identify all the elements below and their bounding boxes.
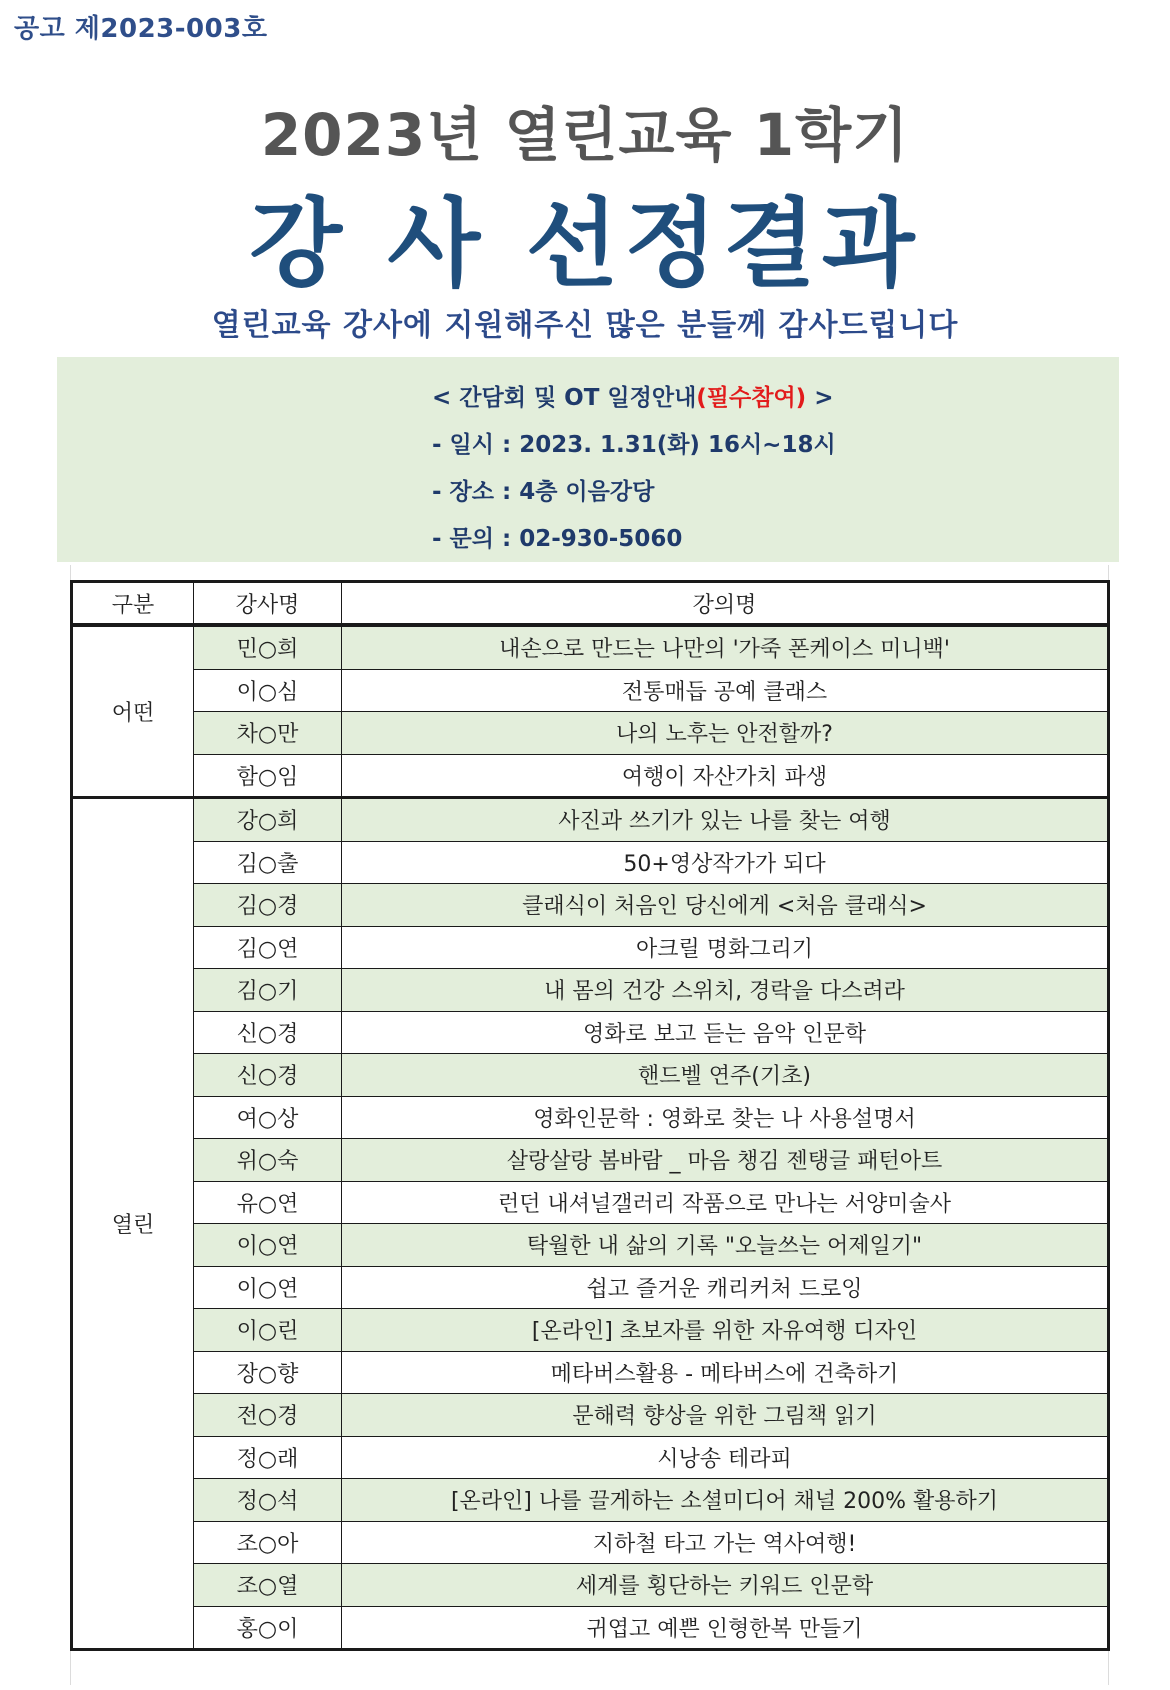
lecture-title: 전통매듭 공예 클래스 [342, 669, 1109, 712]
instructor-name: 정○래 [194, 1436, 342, 1479]
page-title-year-semester: 2023년 열린교육 1학기 [260, 101, 910, 169]
table-row [72, 1266, 1109, 1309]
table-row [72, 1564, 1109, 1607]
category-cell: 열린 [72, 798, 194, 1650]
instructor-name: 김○출 [194, 841, 342, 884]
header-category: 구분 [72, 582, 194, 626]
page-title-main: 강 사 선정결과 [249, 188, 921, 300]
lecture-title: 영화로 보고 듣는 음악 인문학 [342, 1011, 1109, 1054]
schedule-info-box [57, 357, 1119, 562]
instructor-name: 정○석 [194, 1479, 342, 1522]
instructor-name: 김○경 [194, 884, 342, 927]
table-row [72, 1394, 1109, 1437]
instructor-table [70, 580, 1110, 1651]
lecture-title: 클래식이 처음인 당신에게 <처음 클래식> [342, 884, 1109, 927]
schedule-date: - 일시 : 2023. 1.31(화) 16시~18시 [432, 432, 836, 458]
table-row [72, 712, 1109, 755]
lecture-title: 탁월한 내 삶의 기록 "오늘쓰는 어제일기" [342, 1224, 1109, 1267]
table-row [72, 1309, 1109, 1352]
lecture-title: 핸드벨 연주(기초) [342, 1054, 1109, 1097]
header-instructor: 강사명 [194, 582, 342, 626]
table-row [72, 1011, 1109, 1054]
lecture-title: 런던 내셔널갤러리 작품으로 만나는 서양미술사 [342, 1181, 1109, 1224]
table-row [72, 1139, 1109, 1182]
table-row [72, 969, 1109, 1012]
lecture-title: 지하철 타고 가는 역사여행! [342, 1521, 1109, 1564]
table-row [72, 1351, 1109, 1394]
lecture-title: 문해력 향상을 위한 그림책 읽기 [342, 1394, 1109, 1437]
lecture-title: 살랑살랑 봄바람 _ 마음 챙김 젠탱글 패턴아트 [342, 1139, 1109, 1182]
instructor-name: 유○연 [194, 1181, 342, 1224]
table-row [72, 1054, 1109, 1097]
instructor-name: 이○린 [194, 1309, 342, 1352]
schedule-place: - 장소 : 4층 이음강당 [432, 479, 655, 505]
table-row [72, 754, 1109, 798]
table-row [72, 798, 1109, 842]
instructor-name: 신○경 [194, 1011, 342, 1054]
lecture-title: 내 몸의 건강 스위치, 경락을 다스려라 [342, 969, 1109, 1012]
lecture-title: 나의 노후는 안전할까? [342, 712, 1109, 755]
table-row [72, 1606, 1109, 1650]
lecture-title: 내손으로 만드는 나만의 '가죽 폰케이스 미니백' [342, 625, 1109, 669]
lecture-title: 영화인문학 : 영화로 찾는 나 사용설명서 [342, 1096, 1109, 1139]
instructor-name: 민○희 [194, 625, 342, 669]
instructor-name: 이○연 [194, 1266, 342, 1309]
instructor-name: 위○숙 [194, 1139, 342, 1182]
instructor-name: 조○아 [194, 1521, 342, 1564]
required-attendance-label: (필수참여) [696, 385, 807, 411]
table-row [72, 884, 1109, 927]
lecture-title: 시낭송 테라피 [342, 1436, 1109, 1479]
header-lecture: 강의명 [342, 582, 1109, 626]
instructor-name: 차○만 [194, 712, 342, 755]
lecture-title: [온라인] 나를 끌게하는 소셜미디어 채널 200% 활용하기 [342, 1479, 1109, 1522]
instructor-name: 장○향 [194, 1351, 342, 1394]
instructor-name: 전○경 [194, 1394, 342, 1437]
notice-number: 공고 제2023-003호 [14, 14, 268, 44]
lecture-title: 쉽고 즐거운 캐리커처 드로잉 [342, 1266, 1109, 1309]
lecture-title: 메타버스활용 - 메타버스에 건축하기 [342, 1351, 1109, 1394]
schedule-heading [432, 375, 836, 422]
table-row [72, 669, 1109, 712]
instructor-name: 홍○이 [194, 1606, 342, 1650]
table-row [72, 1479, 1109, 1522]
lecture-title: 세계를 횡단하는 키워드 인문학 [342, 1564, 1109, 1607]
table-header-row [72, 582, 1109, 626]
instructor-name: 조○열 [194, 1564, 342, 1607]
schedule-contact: - 문의 : 02-930-5060 [432, 526, 683, 552]
table-row [72, 1181, 1109, 1224]
lecture-title: 아크릴 명화그리기 [342, 926, 1109, 969]
lecture-title: 여행이 자산가치 파생 [342, 754, 1109, 798]
page-subtitle: 열린교육 강사에 지원해주신 많은 분들께 감사드립니다 [211, 308, 959, 343]
lecture-title: 귀엽고 예쁜 인형한복 만들기 [342, 1606, 1109, 1650]
schedule-heading-suffix: > [806, 385, 834, 411]
instructor-name: 신○경 [194, 1054, 342, 1097]
lecture-title: [온라인] 초보자를 위한 자유여행 디자인 [342, 1309, 1109, 1352]
instructor-name: 김○기 [194, 969, 342, 1012]
table-row [72, 841, 1109, 884]
table-row [72, 625, 1109, 669]
table-row [72, 1224, 1109, 1267]
instructor-name: 여○상 [194, 1096, 342, 1139]
table-row [72, 1521, 1109, 1564]
instructor-name: 함○임 [194, 754, 342, 798]
instructor-name: 이○연 [194, 1224, 342, 1267]
category-cell: 어떤 [72, 625, 194, 798]
schedule-info-content [432, 375, 836, 563]
table-row [72, 1436, 1109, 1479]
instructor-name: 이○심 [194, 669, 342, 712]
table-row [72, 1096, 1109, 1139]
table-row [72, 926, 1109, 969]
instructor-name: 김○연 [194, 926, 342, 969]
lecture-title: 사진과 쓰기가 있는 나를 찾는 여행 [342, 798, 1109, 842]
instructor-name: 강○희 [194, 798, 342, 842]
lecture-title: 50+영상작가가 되다 [342, 841, 1109, 884]
schedule-heading-text: < 간담회 및 OT 일정안내 [432, 385, 697, 411]
